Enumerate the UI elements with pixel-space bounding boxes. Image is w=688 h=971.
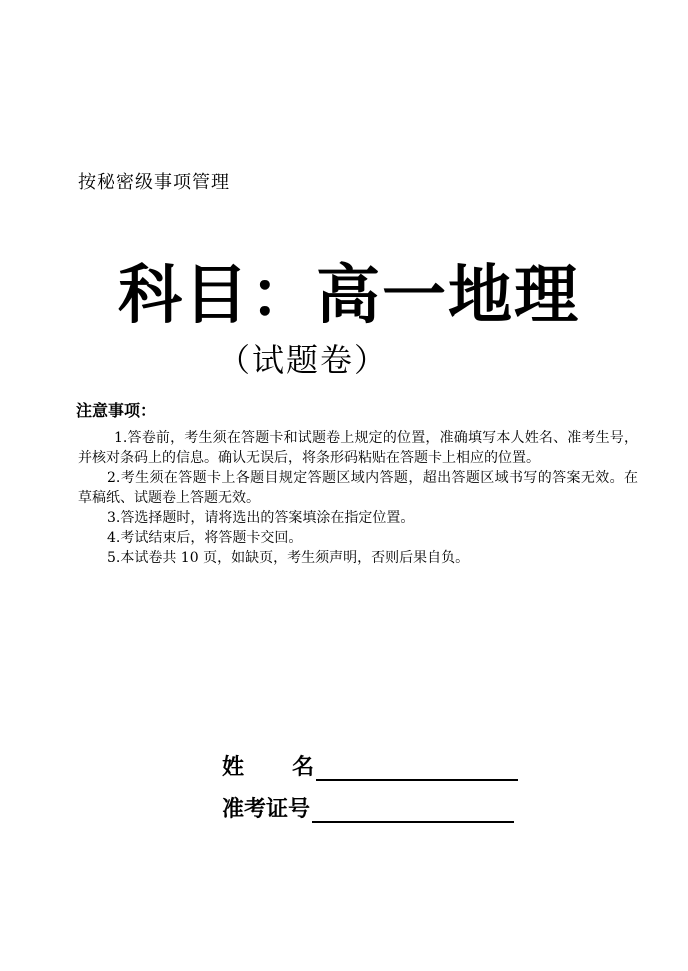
name-blank-line[interactable] xyxy=(316,755,518,781)
exam-id-label: 准考证号 xyxy=(222,796,311,822)
name-label-char-2: 名 xyxy=(292,754,315,780)
notice-item-4: 4.考试结束后，将答题卡交回。 xyxy=(107,530,303,546)
name-field xyxy=(222,750,518,781)
notice-item-3: 3.答选择题时，请将选出的答案填涂在指定位置。 xyxy=(107,510,415,526)
notice-list xyxy=(78,428,638,568)
exam-id-blank-line[interactable] xyxy=(312,797,514,823)
notice-heading: 注意事项： xyxy=(76,401,157,420)
exam-paper-type: （试题卷） xyxy=(218,341,389,379)
notice-item-2: 2.考生须在答题卡上各题目规定答题区域内答题，超出答题区域书写的答案无效。在草稿纸、试题卷上答题无效。 xyxy=(78,470,638,506)
name-label-char-1: 姓 xyxy=(222,754,245,780)
notice-item-5: 5.本试卷共 10 页，如缺页，考生须声明，否则后果自负。 xyxy=(107,550,470,566)
classification-note: 按秘密级事项管理 xyxy=(78,172,230,193)
exam-subject-title: 科目：高一地理 xyxy=(118,258,580,333)
notice-item-1: 1.答卷前，考生须在答题卡和试题卷上规定的位置，准确填写本人姓名、准考生号，并核对条码上的信息。确认无误后，将条形码粘贴在答题卡上相应的位置。 xyxy=(78,430,638,466)
exam-id-field xyxy=(222,792,514,823)
